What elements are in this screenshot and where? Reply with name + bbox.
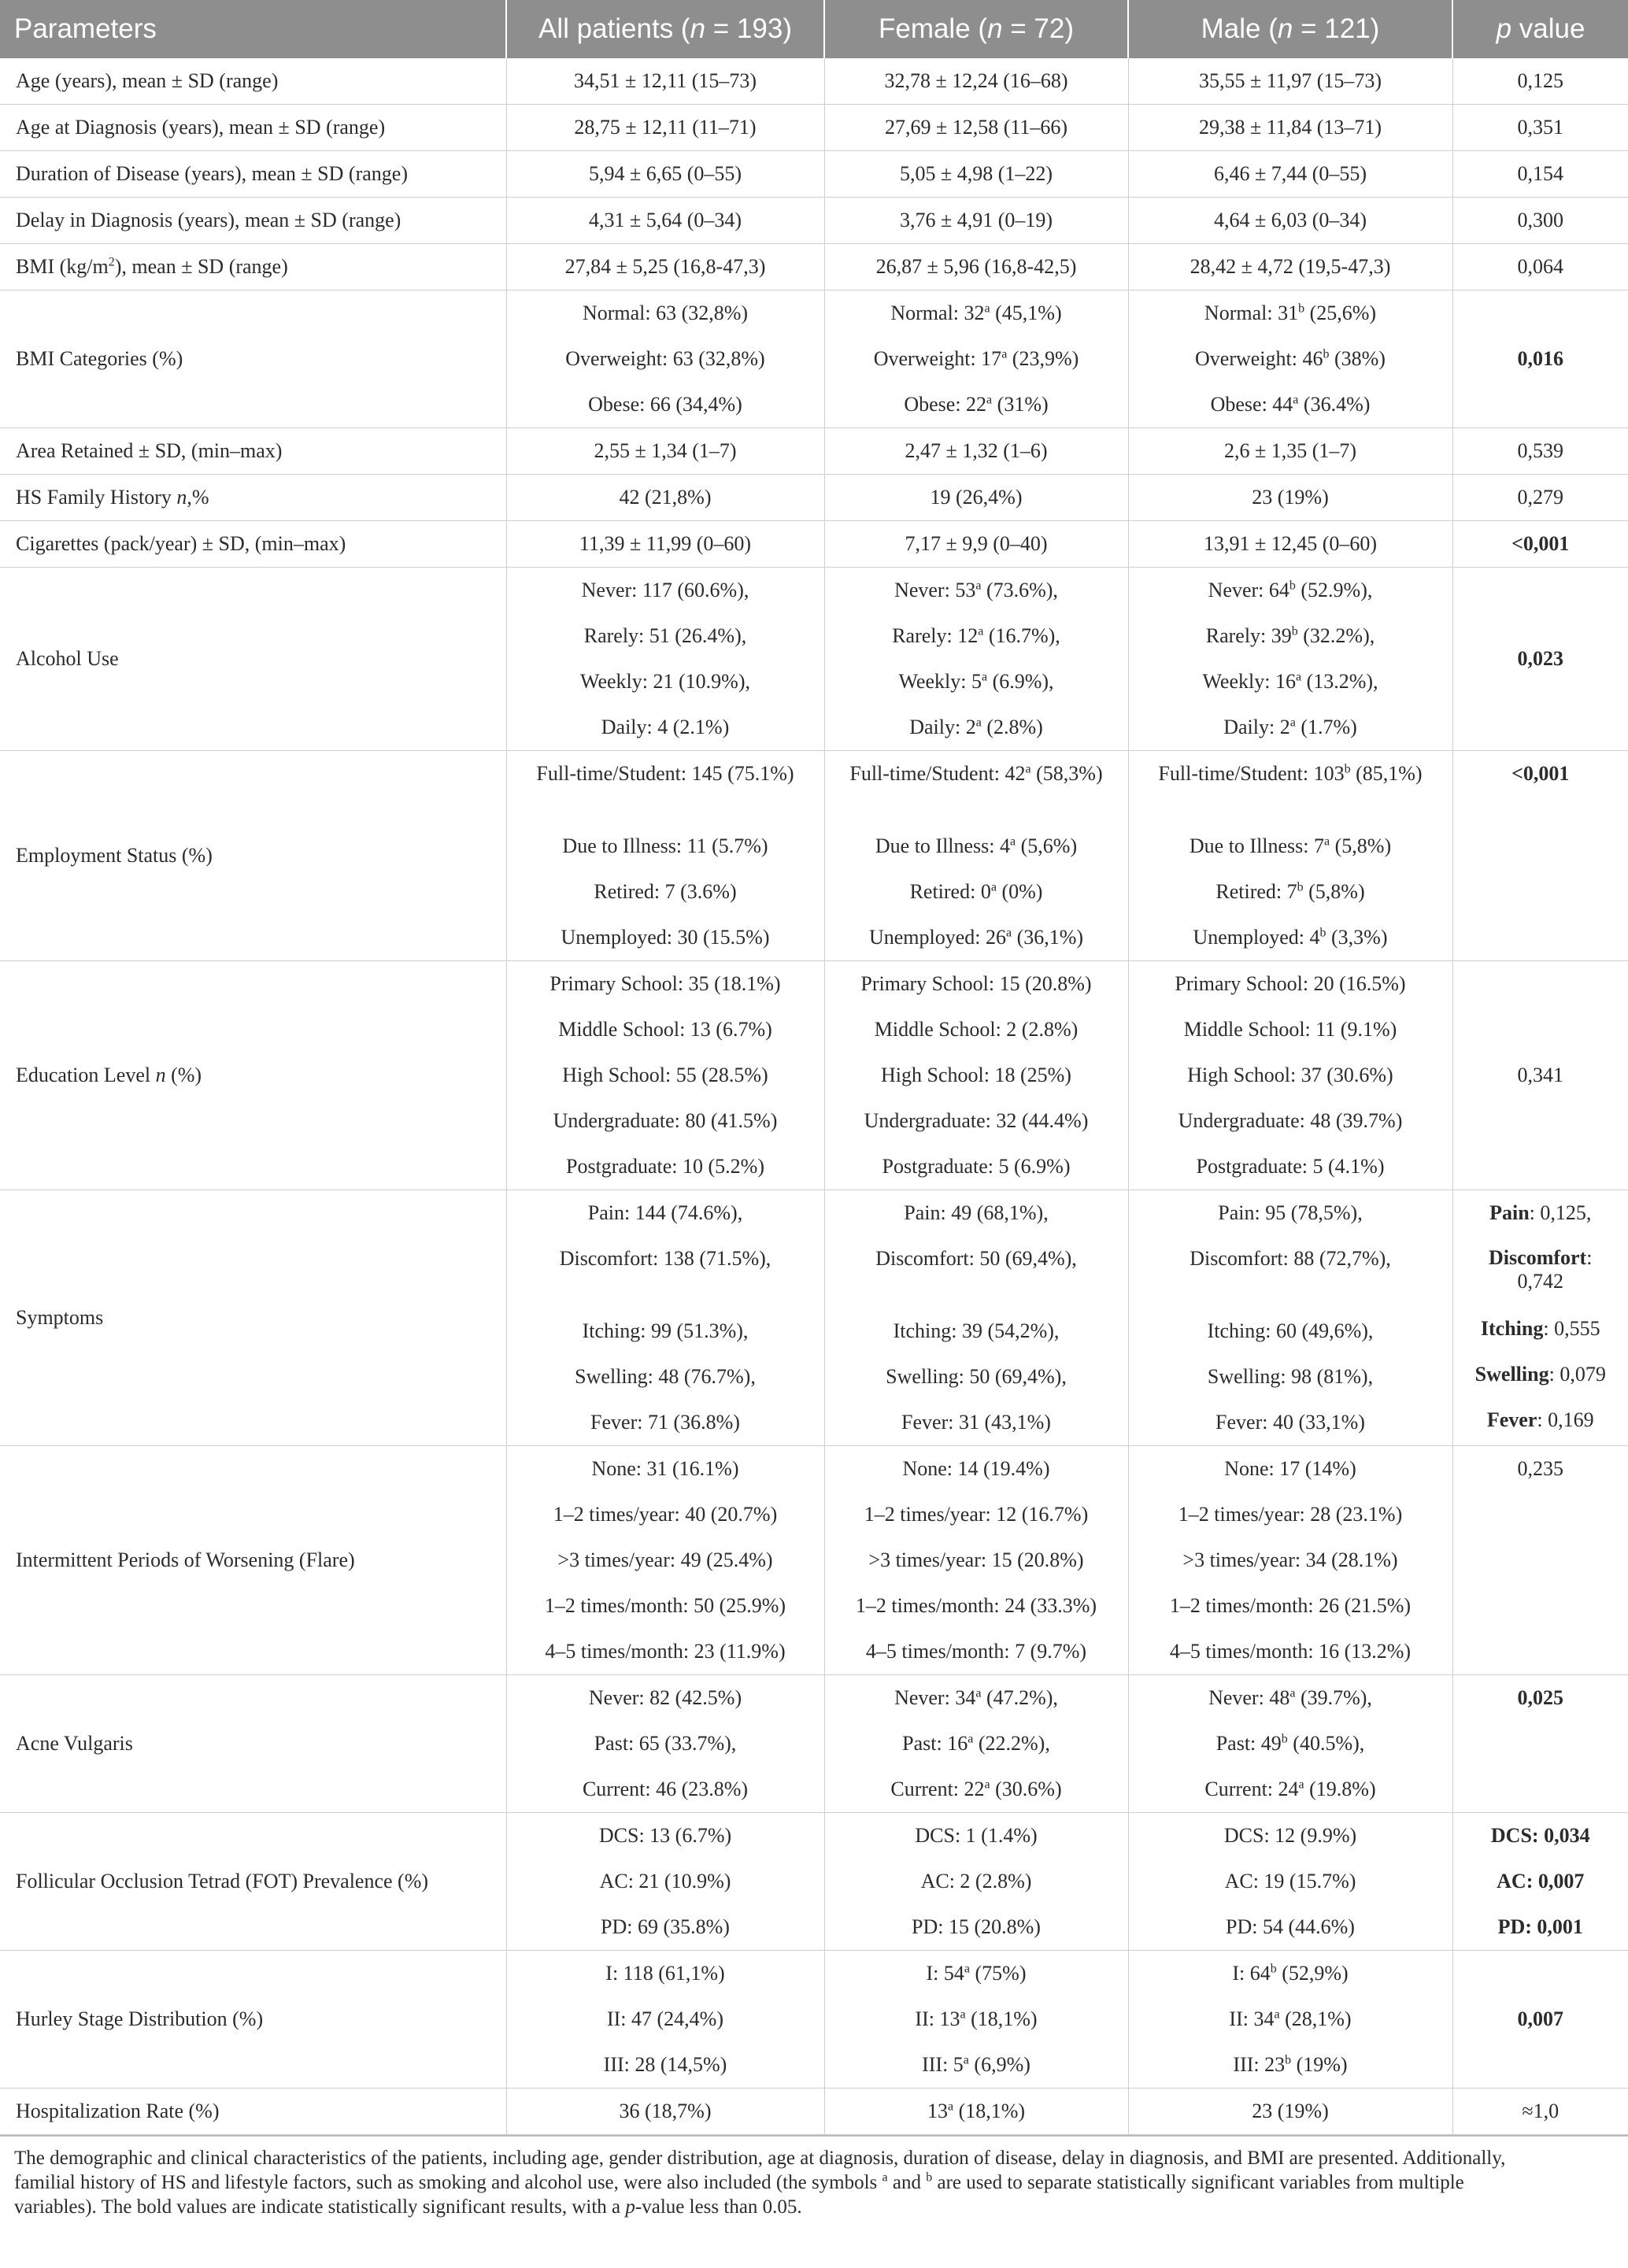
table-row [0,290,1628,428]
cell-line: PD: 15 (20.8%) [912,1915,1041,1938]
cell-all [506,961,824,1190]
header-parameters: Parameters [0,0,506,58]
cell-line: I: 118 (61,1%) [605,1962,725,1985]
cell-all [506,198,824,244]
cell-female [824,1675,1128,1813]
cell-female [824,2089,1128,2135]
cell-line: Discomfort: 50 (69,4%), [875,1247,1077,1270]
cell-value: 2,6 ± 1,35 (1–7) [1223,439,1357,462]
cell-all [506,428,824,475]
cell-all [506,751,824,961]
cell-female [824,1813,1128,1951]
cell-line: Discomfort: 88 (72,7%), [1190,1247,1391,1270]
row-label: Follicular Occlusion Tetrad (FOT) Prevalence (%) [0,1813,506,1951]
cell-value: 29,38 ± 11,84 (13–71) [1198,116,1382,139]
row-label: Area Retained ± SD, (min–max) [0,428,506,475]
table-row [0,475,1628,521]
cell-all [506,151,824,198]
cell-line: Postgraduate: 5 (4.1%) [1196,1155,1385,1178]
row-label: Cigarettes (pack/year) ± SD, (min–max) [0,521,506,568]
cell-line: Postgraduate: 10 (5.2%) [565,1155,764,1178]
cell-value: 5,05 ± 4,98 (1–22) [899,162,1053,185]
cell-p [1452,1190,1628,1446]
cell-line: Retired: 0$^a$ (0%) [909,880,1043,903]
cell-line: Pain: 95 (78,5%), [1218,1201,1363,1224]
row-label: BMI Categories (%) [0,290,506,428]
cell-value: 13,91 ± 12,45 (0–60) [1203,532,1378,555]
p-value-line: Discomfort: 0,742 [1489,1246,1593,1293]
cell-line: Discomfort: 138 (71.5%), [559,1247,771,1270]
table-footnote [0,2135,1628,2219]
cell-female [824,521,1128,568]
cell-line: Normal: 31$^b$ (25,6%) [1204,302,1377,324]
table-row [0,521,1628,568]
cell-male [1128,151,1452,198]
cell-all [506,1675,824,1813]
cell-value: 6,46 ± 7,44 (0–55) [1213,162,1367,185]
table-header-row [0,0,1628,58]
cell-line: 1–2 times/year: 28 (23.1%) [1178,1503,1403,1526]
cell-line: >3 times/year: 34 (28.1%) [1182,1548,1398,1571]
table-row [0,961,1628,1190]
table-row [0,568,1628,751]
cell-value: 19 (26,4%) [930,486,1023,509]
cell-line: II: 34$^a$ (28,1%) [1229,2007,1352,2030]
table-row [0,1190,1628,1446]
cell-value: 13$^a$ (18,1%) [927,2100,1026,2122]
cell-line: AC: 2 (2.8%) [920,1870,1032,1892]
cell-line: Undergraduate: 48 (39.7%) [1178,1109,1403,1132]
cell-line: Rarely: 39$^b$ (32.2%), [1205,624,1375,647]
cell-p [1452,151,1628,198]
cell-line: AC: 21 (10.9%) [599,1870,731,1892]
cell-line: Rarely: 51 (26.4%), [583,624,747,647]
table-row [0,1675,1628,1813]
cell-line: Due to Illness: 11 (5.7%) [562,834,768,857]
cell-line: DCS: 12 (9.9%) [1223,1824,1357,1847]
cell-all [506,105,824,151]
header-p-value: p value [1452,0,1628,58]
cell-line: 1–2 times/month: 50 (25.9%) [544,1594,786,1617]
cell-line: Daily: 2$^a$ (2.8%) [909,716,1043,738]
row-label: Age at Diagnosis (years), mean ± SD (range) [0,105,506,151]
cell-line: I: 54$^a$ (75%) [926,1962,1027,1985]
table-row [0,428,1628,475]
p-value: 0,341 [1517,1064,1563,1086]
cell-line: Middle School: 2 (2.8%) [874,1018,1079,1041]
cell-value: 3,76 ± 4,91 (0–19) [899,209,1053,231]
cell-all [506,290,824,428]
cell-line: Postgraduate: 5 (6.9%) [882,1155,1071,1178]
cell-line: PD: 54 (44.6%) [1226,1915,1355,1938]
cell-line: None: 31 (16.1%) [591,1457,739,1480]
cell-line: AC: 19 (15.7%) [1224,1870,1356,1892]
cell-male [1128,475,1452,521]
table-row [0,1951,1628,2089]
cell-male [1128,1190,1452,1446]
p-value-line: Itching: 0,555 [1480,1317,1600,1340]
cell-line: Due to Illness: 7$^a$ (5,8%) [1189,834,1392,857]
cell-line: 1–2 times/year: 12 (16.7%) [864,1503,1089,1526]
cell-line: Unemployed: 26$^a$ (36,1%) [868,926,1084,949]
cell-line: II: 47 (24,4%) [606,2007,723,2030]
cell-male [1128,1446,1452,1675]
cell-value: 4,31 ± 5,64 (0–34) [588,209,742,231]
cell-male [1128,568,1452,751]
cell-p [1452,1813,1628,1951]
cell-value: 11,39 ± 11,99 (0–60) [579,532,752,555]
cell-line: Never: 82 (42.5%) [588,1686,742,1709]
p-value: 0,235 [1517,1457,1563,1480]
cell-line: Never: 64$^b$ (52.9%), [1208,579,1373,601]
cell-value: 7,17 ± 9,9 (0–40) [905,532,1048,555]
cell-female [824,568,1128,751]
cell-line: III: 23$^b$ (19%) [1233,2053,1348,2076]
table-row [0,2089,1628,2135]
cell-line: Past: 65 (33.7%), [594,1732,737,1755]
cell-value: 27,84 ± 5,25 (16,8-47,3) [564,255,766,278]
cell-line: Itching: 60 (49,6%), [1207,1319,1374,1342]
cell-line: Rarely: 12$^a$ (16.7%), [892,624,1060,647]
row-label: Education Level n (%) [0,961,506,1190]
row-label: Intermittent Periods of Worsening (Flare) [0,1446,506,1675]
cell-all [506,58,824,105]
cell-line: >3 times/year: 49 (25.4%) [557,1548,773,1571]
p-value: 0,300 [1517,209,1563,231]
cell-line: Swelling: 50 (69,4%), [886,1365,1067,1388]
cell-line: High School: 18 (25%) [881,1064,1071,1086]
cell-value: 2,47 ± 1,32 (1–6) [905,439,1048,462]
cell-line: 1–2 times/month: 24 (33.3%) [855,1594,1097,1617]
cell-value: 28,42 ± 4,72 (19,5-47,3) [1190,255,1391,278]
cell-all [506,1813,824,1951]
cell-line: Weekly: 16$^a$ (13.2%), [1202,670,1378,693]
cell-all [506,568,824,751]
cell-line: Primary School: 20 (16.5%) [1175,972,1406,995]
cell-line: Middle School: 13 (6.7%) [558,1018,772,1041]
cell-male [1128,198,1452,244]
cell-line: DCS: 0,034 [1490,1824,1590,1847]
cell-p [1452,58,1628,105]
cell-line: None: 14 (19.4%) [902,1457,1050,1480]
row-label: Age (years), mean ± SD (range) [0,58,506,105]
table-row [0,1446,1628,1675]
cell-line: Undergraduate: 32 (44.4%) [864,1109,1089,1132]
cell-all [506,1446,824,1675]
row-label: HS Family History n,% [0,475,506,521]
cell-female [824,428,1128,475]
p-value: 0,351 [1517,116,1563,139]
cell-male [1128,244,1452,290]
cell-p [1452,428,1628,475]
cell-p [1452,521,1628,568]
row-label: Delay in Diagnosis (years), mean ± SD (range) [0,198,506,244]
table-row [0,244,1628,290]
cell-male [1128,58,1452,105]
cell-line: 1–2 times/month: 26 (21.5%) [1169,1594,1412,1617]
cell-line: High School: 55 (28.5%) [562,1064,768,1086]
cell-female [824,198,1128,244]
cell-line: Full-time/Student: 42$^a$ (58,3%) [849,762,1103,785]
row-label: Acne Vulgaris [0,1675,506,1813]
header-male: Male (n = 121) [1128,0,1452,58]
cell-p [1452,751,1628,961]
row-label: Hospitalization Rate (%) [0,2089,506,2135]
cell-line: Fever: 31 (43,1%) [901,1411,1051,1434]
p-value: 0,023 [1517,647,1563,670]
cell-female [824,751,1128,961]
row-label: Employment Status (%) [0,751,506,961]
row-label: Duration of Disease (years), mean ± SD (range) [0,151,506,198]
cell-line: Pain: 49 (68,1%), [904,1201,1049,1224]
p-value-line: Fever: 0,169 [1486,1408,1594,1431]
cell-line: >3 times/year: 15 (20.8%) [868,1548,1084,1571]
cell-line: II: 13$^a$ (18,1%) [915,2007,1038,2030]
p-value: 0,025 [1517,1686,1563,1709]
cell-line: Primary School: 35 (18.1%) [549,972,781,995]
p-value: 0,064 [1517,255,1563,278]
cell-line: Swelling: 48 (76.7%), [575,1365,756,1388]
row-label: Symptoms [0,1190,506,1446]
header-all-patients: All patients (n = 193) [506,0,824,58]
cell-line: Normal: 32$^a$ (45,1%) [890,302,1062,324]
cell-female [824,961,1128,1190]
cell-line: Retired: 7 (3.6%) [594,880,737,903]
cell-value: 26,87 ± 5,96 (16,8-42,5) [875,255,1077,278]
cell-male [1128,428,1452,475]
cell-line: Swelling: 98 (81%), [1207,1365,1374,1388]
cell-line: Unemployed: 4$^b$ (3,3%) [1193,926,1388,949]
cell-line: Retired: 7$^b$ (5,8%) [1215,880,1365,903]
cell-line: III: 5$^a$ (6,9%) [922,2053,1030,2076]
cell-value: 35,55 ± 11,97 (15–73) [1198,69,1382,92]
cell-line: Current: 22$^a$ (30.6%) [890,1778,1062,1800]
cell-line: Obese: 44$^a$ (36.4%) [1210,393,1371,416]
table-row [0,1813,1628,1951]
cell-p [1452,2089,1628,2135]
table-row [0,198,1628,244]
cell-line: Past: 16$^a$ (22.2%), [902,1732,1050,1755]
cell-male [1128,1675,1452,1813]
cell-line: Overweight: 17$^a$ (23,9%) [873,347,1079,370]
header-female: Female (n = 72) [824,0,1128,58]
cell-p [1452,1446,1628,1675]
cell-male [1128,2089,1452,2135]
cell-line: High School: 37 (30.6%) [1187,1064,1393,1086]
cell-line: Overweight: 46$^b$ (38%) [1195,347,1386,370]
table-row [0,105,1628,151]
cell-all [506,475,824,521]
cell-line: Past: 49$^b$ (40.5%), [1215,1732,1365,1755]
cell-line: Never: 53$^a$ (73.6%), [894,579,1058,601]
cell-male [1128,961,1452,1190]
cell-value: 28,75 ± 12,11 (11–71) [574,116,757,139]
cell-line: 4–5 times/month: 16 (13.2%) [1169,1640,1412,1663]
footnote-line: The demographic and clinical characteristics of the patients, including age, gender distribution, age at diagnosis, duration of disease, delay in diagnosis, and BMI are presented. Additionally, [14,2148,1506,2169]
cell-all [506,2089,824,2135]
cell-line: Current: 24$^a$ (19.8%) [1204,1778,1376,1800]
cell-line: 4–5 times/month: 23 (11.9%) [545,1640,786,1663]
cell-all [506,521,824,568]
cell-line: Obese: 22$^a$ (31%) [904,393,1049,416]
cell-line: Weekly: 21 (10.9%), [580,670,750,693]
cell-line: Daily: 4 (2.1%) [601,716,730,738]
cell-male [1128,290,1452,428]
p-value: <0,001 [1511,762,1570,785]
cell-line: Never: 34$^a$ (47.2%), [894,1686,1058,1709]
table-row [0,751,1628,961]
cell-line: PD: 69 (35.8%) [601,1915,730,1938]
cell-p [1452,198,1628,244]
cell-line: Unemployed: 30 (15.5%) [561,926,770,949]
cell-value: 2,55 ± 1,34 (1–7) [594,439,737,462]
cell-line: Current: 46 (23.8%) [582,1778,749,1800]
cell-female [824,290,1128,428]
cell-male [1128,1951,1452,2089]
p-value: 0,016 [1517,347,1563,370]
table-row [0,58,1628,105]
cell-female [824,1190,1128,1446]
p-value-line: Swelling: 0,079 [1474,1363,1606,1386]
cell-line: Never: 48$^a$ (39.7%), [1208,1686,1372,1709]
cell-all [506,244,824,290]
row-label: Alcohol Use [0,568,506,751]
cell-male [1128,521,1452,568]
cell-male [1128,751,1452,961]
p-value: ≈1,0 [1522,2100,1560,2122]
table-row [0,151,1628,198]
cell-line: Daily: 2$^a$ (1.7%) [1223,716,1357,738]
p-value: 0,125 [1517,69,1563,92]
cell-female [824,151,1128,198]
cell-p [1452,475,1628,521]
cell-line: DCS: 13 (6.7%) [598,1824,732,1847]
cell-line: Itching: 99 (51.3%), [582,1319,749,1342]
cell-line: Due to Illness: 4$^a$ (5,6%) [875,834,1078,857]
cell-female [824,244,1128,290]
cell-all [506,1951,824,2089]
cell-line: I: 64$^b$ (52,9%) [1232,1962,1349,1985]
cell-value: 23 (19%) [1252,2100,1329,2122]
cell-all [506,1190,824,1446]
cell-line: Normal: 63 (32,8%) [582,302,749,324]
cell-value: 5,94 ± 6,65 (0–55) [588,162,742,185]
cell-line: Pain: 144 (74.6%), [587,1201,743,1224]
footnote-line: variables). The bold values are indicate statistically significant results, with a p-value less than 0.05. [14,2196,802,2218]
cell-line: 1–2 times/year: 40 (20.7%) [553,1503,778,1526]
cell-p [1452,105,1628,151]
p-value: <0,001 [1511,532,1570,555]
cell-female [824,105,1128,151]
cell-line: Undergraduate: 80 (41.5%) [553,1109,778,1132]
cell-line: Primary School: 15 (20.8%) [860,972,1092,995]
p-value: 0,279 [1517,486,1563,509]
cell-value: 34,51 ± 12,11 (15–73) [573,69,757,92]
footnote-line: familial history of HS and lifestyle factors, such as smoking and alcohol use, were also included (the symbols $^a$ and $^b$ are used to separate statistically significant variables from multiple [14,2170,1464,2193]
cell-female [824,1951,1128,2089]
cell-line: Never: 117 (60.6%), [581,579,749,601]
cell-line: None: 17 (14%) [1224,1457,1356,1480]
cell-female [824,1446,1128,1675]
cell-line: Itching: 39 (54,2%), [893,1319,1060,1342]
cell-value: 4,64 ± 6,03 (0–34) [1213,209,1367,231]
cell-male [1128,105,1452,151]
cell-female [824,475,1128,521]
cell-line: Full-time/Student: 145 (75.1%) [536,762,794,785]
p-value-line: Pain: 0,125, [1489,1201,1592,1224]
cell-value: 36 (18,7%) [619,2100,712,2122]
cell-value: 42 (21,8%) [619,486,712,509]
cell-line: AC: 0,007 [1497,1870,1585,1892]
cell-line: 4–5 times/month: 7 (9.7%) [865,1640,1087,1663]
p-value: 0,539 [1517,439,1563,462]
cell-value: 27,69 ± 12,58 (11–66) [884,116,1068,139]
cell-line: Middle School: 11 (9.1%) [1183,1018,1397,1041]
cell-p [1452,1675,1628,1813]
cell-line: Obese: 66 (34,4%) [588,393,742,416]
cell-line: Weekly: 5$^a$ (6.9%), [898,670,1054,693]
p-value: 0,154 [1517,162,1563,185]
row-label: BMI $(kg/m^2)$, mean ± SD (range) [0,244,506,290]
p-value: 0,007 [1517,2007,1563,2030]
cell-line: Overweight: 63 (32,8%) [565,347,765,370]
cell-male [1128,1813,1452,1951]
cell-value: 23 (19%) [1252,486,1329,509]
cell-line: Fever: 40 (33,1%) [1215,1411,1365,1434]
cell-line: III: 28 (14,5%) [603,2053,727,2076]
cell-line: Full-time/Student: 103$^b$ (85,1%) [1158,762,1423,785]
cell-value: 32,78 ± 12,24 (16–68) [884,69,1068,92]
row-label: Hurley Stage Distribution (%) [0,1951,506,2089]
cell-p [1452,244,1628,290]
cell-line: Fever: 71 (36.8%) [590,1411,740,1434]
cell-line: PD: 0,001 [1497,1915,1583,1938]
cell-line: DCS: 1 (1.4%) [915,1824,1038,1847]
cell-female [824,58,1128,105]
